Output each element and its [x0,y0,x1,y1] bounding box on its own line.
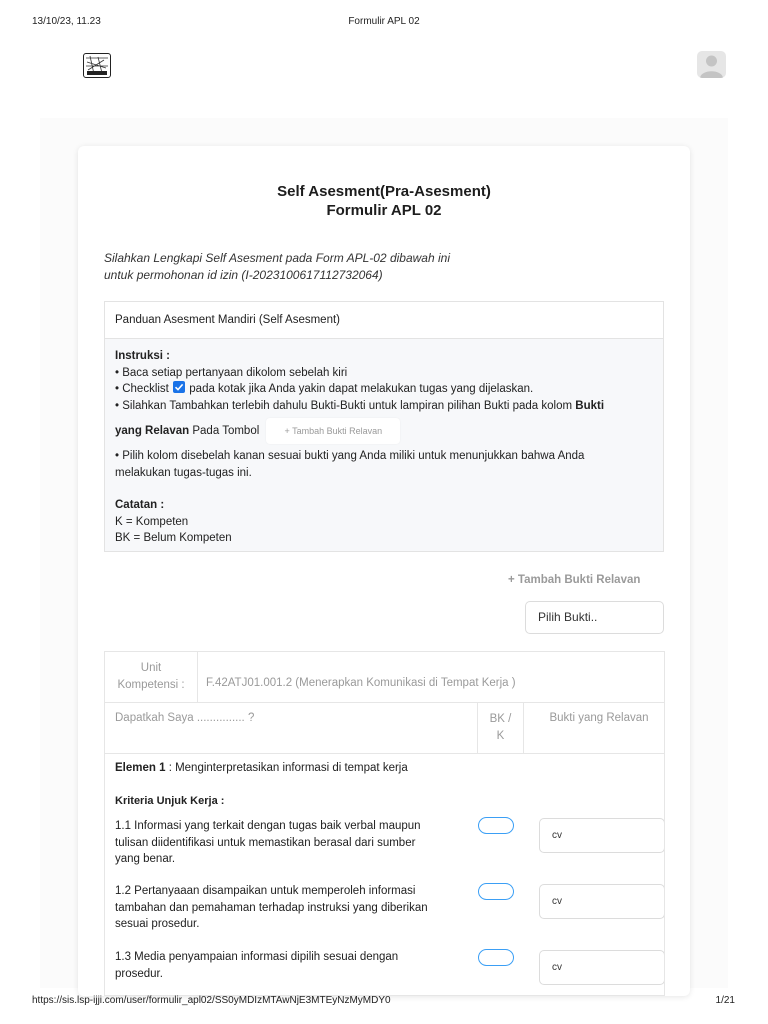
elemen-title: Elemen 1 : Menginterpretasikan informasi di tempat kerja [115,762,408,774]
page-title: Self Asesment(Pra-Asesment) [277,183,491,200]
page-subtitle: Formulir APL 02 [326,202,442,219]
permohonan-id: untuk permohonan id izin (I-2023100617112732064) [104,268,383,282]
print-doc-title: Formulir APL 02 [348,16,420,27]
catatan-label: Catatan : [115,499,165,511]
pilih-bukti-dropdown[interactable]: Pilih Bukti.. [525,601,664,634]
kompeten-toggle-1-3[interactable] [478,949,514,966]
note-belum-kompeten: BK = Belum Kompeten [115,532,232,544]
note-kompeten: K = Kompeten [115,515,189,528]
guide-heading: Panduan Asesment Mandiri (Self Asesment) [105,302,663,339]
intro-text: Silahkan Lengkapi Self Asesment pada Form APL-02 dibawah ini untuk permohonan id izin (I-2023100617112732064) [104,250,504,284]
unit-kompetensi-value: F.42ATJ01.001.2 (Menerapkan Komunikasi di Tempat Kerja ) [206,677,516,689]
print-header [0,16,768,30]
bukti-select-1-2[interactable]: cv [539,884,665,919]
print-datetime: 13/10/23, 11.23 [32,16,101,27]
instruction-bullet-1: • Baca setiap pertanyaan dikolom sebelah kiri [115,366,348,379]
question-header: Dapatkah Saya ............... ? [115,712,255,724]
lsp-logo-icon[interactable] [83,53,111,78]
unit-kompetensi-label: Unit Kompetensi : [117,662,185,691]
checkbox-checked-icon [173,381,185,393]
self-assessment-guide [104,301,664,552]
table-header-row [105,703,664,754]
guide-body: Instruksi : • Baca setiap pertanyaan dikolom sebelah kiri • Checklist pada kotak jika Anda yakin dapat melakukan tugas yang dijelaskan. • Silahkan Tambahkan terlebih dahulu Bukti-Bukti untuk lampiran pilihan Bukti pada kolom Bukti yang Relavan Pada Tombol + Tambah Bukti Relavan • Pilih kolom disebelah kanan sesuai bukti yang Anda miliki untuk menunjukkan bahwa Anda melakukan tugas-tugas ini. Catatan : K = Kompeten BK = Belum Kompeten [105,339,663,551]
user-avatar-icon[interactable] [697,51,726,78]
bukti-select-1-1[interactable]: cv [539,818,665,853]
bk-k-header: BK / K [489,713,512,742]
kuk-item-1-1: 1.1 Informasi yang terkait dengan tugas baik verbal maupun tulisan diidentifikasi untuk memastikan berasal dari sumber yang benar. [115,820,421,865]
kuk-item-1-2: 1.2 Pertanyaaan disampaikan untuk memperoleh informasi tambahan dan pemahaman terhadap instruksi yang diberikan sesuai prosedur. [115,885,428,930]
instruction-bullet-4: • Pilih kolom disebelah kanan sesuai bukti yang Anda miliki untuk menunjukkan bahwa Anda melakukan tugas-tugas ini. [115,450,585,479]
tambah-bukti-relavan-button[interactable]: + Tambah Bukti Relavan [508,574,641,586]
instruction-bullet-3: • Silahkan Tambahkan terlebih dahulu Bukti-Bukti untuk lampiran pilihan Bukti pada kolom Bukti [115,399,605,412]
kompeten-toggle-1-1[interactable] [478,817,514,834]
apl02-form-card [78,146,690,996]
instruksi-label: Instruksi : [115,350,170,362]
print-url: https://sis.lsp-ijji.com/user/formulir_apl02/SS0yMDIzMTAwNjE3MTEyNzMyMDY0 [32,995,391,1006]
bukti-select-1-3[interactable]: cv [539,950,665,985]
instruction-bullet-2: • Checklist pada kotak jika Anda yakin dapat melakukan tugas yang dijelaskan. [115,383,534,395]
bukti-header: Bukti yang Relavan [549,712,649,724]
competency-table [104,651,665,996]
print-page-number: 1/21 [715,995,735,1006]
unit-row [105,652,664,703]
tambah-bukti-inline-button[interactable]: + Tambah Bukti Relavan [266,418,400,444]
kompeten-toggle-1-2[interactable] [478,883,514,900]
print-footer [0,995,768,1009]
kuk-label: Kriteria Unjuk Kerja : [115,795,225,807]
kuk-item-1-3: 1.3 Media penyampaian informasi dipilih sesuai dengan prosedur. [115,951,399,980]
